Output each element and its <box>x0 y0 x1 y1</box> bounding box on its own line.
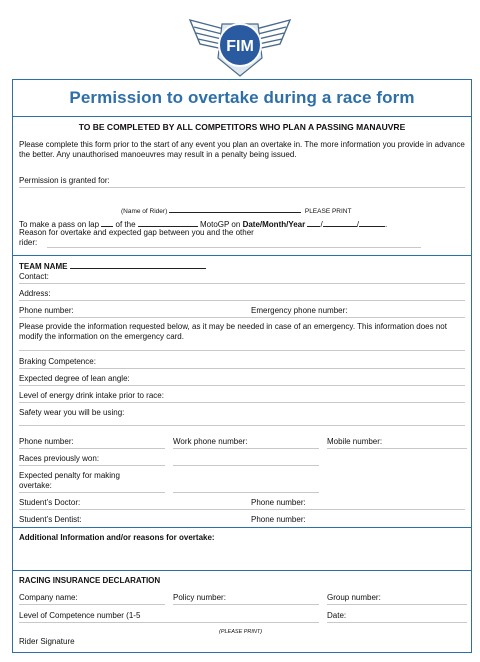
form-subtitle: TO BE COMPLETED BY ALL COMPETITORS WHO PLAN A PASSING MANAUVRE <box>78 122 406 132</box>
date-label-insurance: Date: <box>327 611 347 620</box>
name-of-rider-label: (Name of Rider) <box>121 208 168 215</box>
energy-label: Level of energy drink intake prior to race: <box>19 391 164 400</box>
braking-label: Braking Competence: <box>19 357 96 366</box>
emergency-note: Please provide the information requested below, as it may be needed in case of an emergency. This information does not modify the information on the emergency card. <box>19 322 447 341</box>
race-field[interactable] <box>138 218 198 227</box>
rider-name-field[interactable] <box>169 204 301 213</box>
penalty-label-a: Expected penalty for making <box>19 471 120 480</box>
team-name-field[interactable] <box>70 260 206 269</box>
mobile-label: Mobile number: <box>327 437 383 446</box>
races-won-label: Races previously won: <box>19 454 100 463</box>
doctor-phone-label: Phone number: <box>251 498 306 507</box>
reason-text-b: rider: <box>19 238 38 247</box>
additional-label: Additional Information and/or reasons for overtake: <box>19 533 215 542</box>
reason-text-a: Reason for overtake and expected gap between you and the other <box>19 228 254 237</box>
date-label: Date/Month/Year <box>242 220 306 229</box>
competence-label: Level of Competence number (1-5 <box>19 611 141 620</box>
dentist-label: Student’s Dentist: <box>19 515 82 524</box>
contact-label: Contact: <box>19 272 49 281</box>
safety-label: Safety wear you will be using: <box>19 408 125 417</box>
form-title: Permission to overtake during a race form <box>69 88 415 107</box>
permission-label: Permission is granted for: <box>19 176 110 185</box>
group-label: Group number: <box>327 593 381 602</box>
company-label: Company name: <box>19 593 78 602</box>
dentist-phone-label: Phone number: <box>251 515 306 524</box>
policy-label: Policy number: <box>173 593 226 602</box>
doctor-label: Student’s Doctor: <box>19 498 81 507</box>
logo-text: FIM <box>226 38 254 55</box>
address-label: Address: <box>19 289 51 298</box>
lap-text-a: To make a pass on lap <box>19 220 100 229</box>
title-divider <box>13 116 471 117</box>
lean-label: Expected degree of lean angle: <box>19 374 130 383</box>
emergency-phone-label: Emergency phone number: <box>251 306 348 315</box>
rider-signature-label: Rider Signature <box>19 637 75 646</box>
penalty-label-b: overtake: <box>19 481 52 490</box>
section-divider-insurance <box>13 570 471 571</box>
please-print-note: (PLEASE PRINT) <box>219 629 263 635</box>
lap-text-b: of the <box>115 220 136 229</box>
form-frame: Permission to overtake during a race form TO BE COMPLETED BY ALL COMPETITORS WHO PLAN A PASSING MANAUVRE Please complete this form prior to the start of any event you plan an overtake in. The more information you provide in advance the better. Any unauthorised manoeuvres may result in a penalty being issued. Permission is granted for: (Name of Rider) PLEASE PRINT To make a pass on lap of the MotoGP on Date/Month/Year / / . Reason for overtake and expected gap between you and the other rider: TEAM NAME Contact: Address: Phone number: Emergency phone number: Please provide the information requested below, as it may be needed in case of an emergency. This information does not modify the information on the emergency card. Braking Competence: Expected degree of lean angle: Level of energy drink intake prior to race: Safety wear you will be using: Phone number: Work phone number: Mobile number: Races previously won: Expected penalty for making overtake: Student’s Doctor: Phone number: Student’s Dentist: Phone number: Additional Information and/or reasons for overtake: RACING INSURANCE DECLARATION Company name: Policy number: Group number: Level of Competence number (1-5 Date: (PLEASE PRINT) Rider Signature <box>12 79 472 653</box>
phone-label: Phone number: <box>19 306 74 315</box>
intro-text: Please complete this form prior to the start of any event you plan an overtake in. The more information you provide in advance the better. Any unauthorised manoeuvres may result in a penalty being issued. <box>19 140 465 159</box>
section-divider-team <box>13 255 471 256</box>
team-name-label: TEAM NAME <box>19 262 68 271</box>
fim-logo <box>0 0 480 80</box>
lap-text-c: MotoGP on <box>200 220 241 229</box>
insurance-heading: RACING INSURANCE DECLARATION <box>19 576 161 585</box>
lap-field[interactable] <box>101 218 113 227</box>
date-month-field[interactable] <box>323 218 357 227</box>
please-print-label: PLEASE PRINT <box>304 208 352 215</box>
section-divider-additional <box>13 527 471 528</box>
work-phone-label: Work phone number: <box>173 437 248 446</box>
date-day-field[interactable] <box>307 218 320 227</box>
date-year-field[interactable] <box>359 218 385 227</box>
phone2-label: Phone number: <box>19 437 74 446</box>
